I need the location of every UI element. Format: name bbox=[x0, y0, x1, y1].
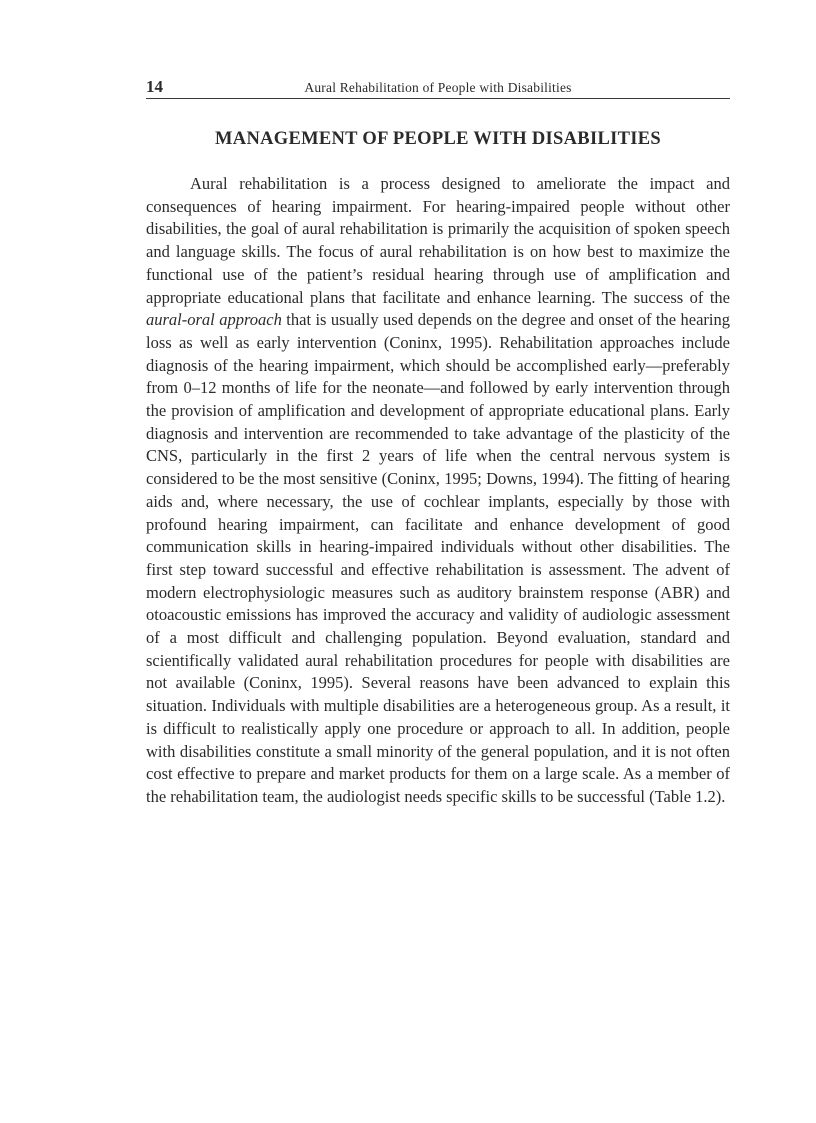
paragraph-text-part-1: Aural rehabilitation is a process designed to ameliorate the impact and consequences of hearing impairment. For hearing-impaired people without other disabilities, the goal of aural rehabilitation is primarily the acquisition of spoken speech and language skills. The focus of aural rehabilitation is on how best to maximize the functional use of the patient’s residual hearing through use of amplification and appropriate educational plans that facilitate and enhance learning. The success of the bbox=[146, 174, 730, 307]
paragraph-text-part-2: that is usually used depends on the degree and onset of the hearing loss as well as early intervention (Coninx, 1995). Rehabilitation approaches include diagnosis of the hearing impairment, which should be accomplished early—preferably from 0–12 months of life for the neonate—and followed by early intervention through the provision of amplification and development of appropriate educational plans. Early diagnosis and intervention are recommended to take advantage of the plasticity of the CNS, particularly in the first 2 years of life when the central nervous system is considered to be the most sensitive (Coninx, 1995; Downs, 1994). The fitting of hearing aids and, where necessary, the use of cochlear implants, especially by those with profound hearing impairment, can facilitate and enhance development of good communication skills in hearing-impaired individuals without other disabilities. The first step toward successful and effective rehabilitation is assessment. The advent of modern electrophysiologic measures such as auditory brainstem response (ABR) and otoacoustic emissions has improved the accuracy and validity of audiologic assessment of a most difficult and challenging population. Beyond evaluation, standard and scientifically validated aural rehabilitation procedures for people with disabilities are not available (Coninx, 1995). Several reasons have been advanced to explain this situation. Individuals with multiple disabilities are a heterogeneous group. As a result, it is difficult to realistically apply one procedure or approach to all. In addition, people with disabilities constitute a small minority of the general population, and it is not often cost effective to prepare and market products for them on a large scale. As a member of the rehabilitation team, the audiologist needs specific skills to be successful (Table 1.2). bbox=[146, 310, 730, 806]
section-title: MANAGEMENT OF PEOPLE WITH DISABILITIES bbox=[215, 129, 661, 149]
page-number: 14 bbox=[146, 77, 163, 96]
body-paragraph bbox=[146, 173, 730, 809]
running-header bbox=[146, 76, 730, 99]
running-title: Aural Rehabilitation of People with Disabilities bbox=[304, 80, 572, 95]
italic-term: aural-oral approach bbox=[146, 310, 282, 330]
